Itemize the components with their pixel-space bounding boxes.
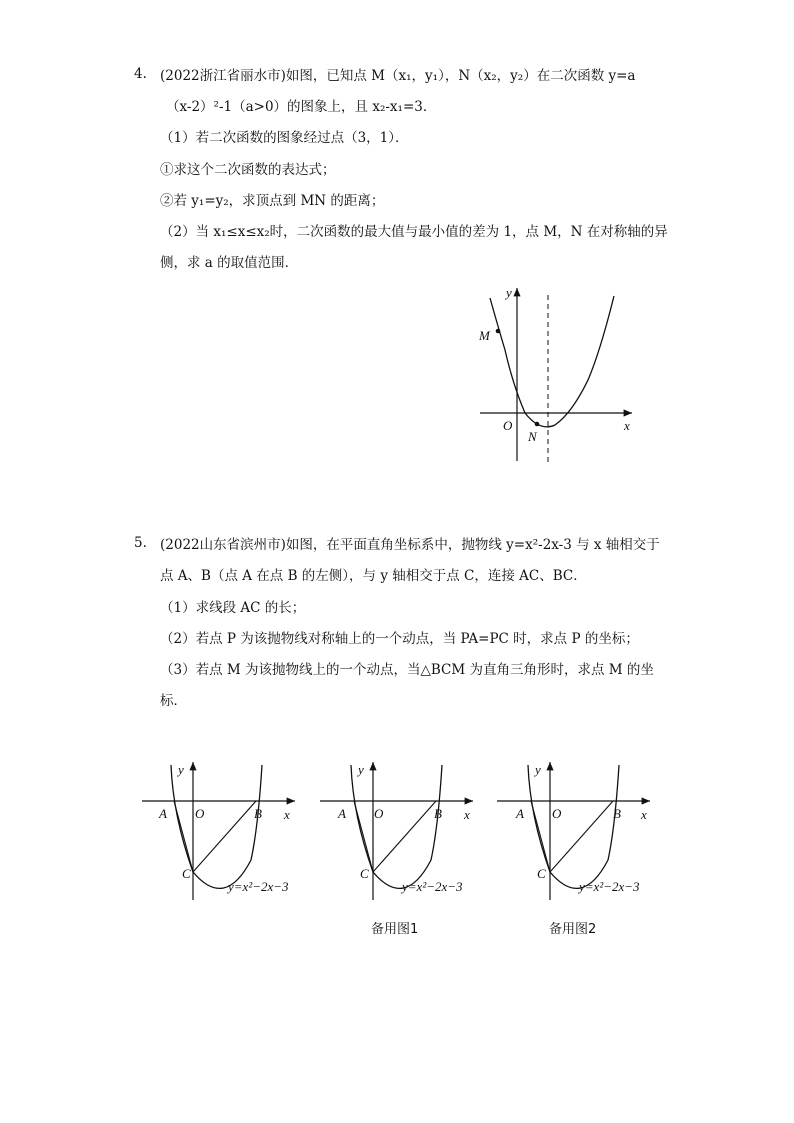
problem5-figure-1	[140, 760, 340, 930]
a-label: A	[338, 806, 346, 821]
problem4-line7: 侧，求 a 的取值范围．	[160, 255, 299, 271]
problem4-line3: （1）若二次函数的图象经过点（3，1）．	[160, 130, 409, 146]
caption-backup-1: 备用图1	[371, 922, 419, 937]
x-label: x	[641, 807, 647, 822]
origin-label: O	[503, 418, 513, 433]
parabola	[490, 296, 614, 427]
b-label: B	[254, 806, 262, 821]
point-n	[535, 422, 540, 427]
problem5-line1: (2022山东省滨州市)如图，在平面直角坐标系中，抛物线 y=x²-2x-3 与 x 轴相交于	[160, 537, 660, 553]
problem5-line5: （3）若点 M 为该抛物线上的一个动点，当△BCM 为直角三角形时，求点 M 的坐	[160, 662, 654, 678]
x-label: x	[624, 418, 630, 433]
b-label: B	[613, 806, 621, 821]
o-label: O	[552, 806, 562, 821]
problem4-line1: (2022浙江省丽水市)如图，已知点 M（x₁，y₁），N（x₂，y₂）在二次函数 y=a	[160, 68, 636, 84]
n-label: N	[528, 429, 537, 444]
problem5-line3: （1）求线段 AC 的长；	[160, 600, 306, 616]
problem4-line6: （2）当 x₁≤x≤x₂时，二次函数的最大值与最小值的差为 1，点 M，N 在对称轴的异	[160, 224, 668, 240]
problem4-line2: （x-2）²-1（a>0）的图象上，且 x₂-x₁=3．	[166, 99, 437, 115]
problem5-line2: 点 A、B（点 A 在点 B 的左侧），与 y 轴相交于点 C，连接 AC、BC．	[160, 568, 587, 584]
problem5-line4: （2）若点 P 为该抛物线对称轴上的一个动点，当 PA=PC 时，求点 P 的坐标；	[160, 631, 639, 647]
m-label: M	[479, 328, 490, 343]
x-label: x	[284, 807, 290, 822]
x-label: x	[464, 807, 470, 822]
equation-label: y=x²−2x−3	[228, 879, 289, 894]
problem4-line5: ②若 y₁=y₂，求顶点到 MN 的距离；	[160, 193, 385, 209]
y-label: y	[358, 762, 364, 777]
a-label: A	[516, 806, 524, 821]
point-m	[496, 329, 501, 334]
c-label: C	[182, 866, 191, 881]
o-label: O	[374, 806, 384, 821]
problem5-figure-2	[318, 760, 518, 930]
o-label: O	[195, 806, 205, 821]
y-label: y	[535, 762, 541, 777]
problem5-number: 5.	[134, 535, 147, 551]
c-label: C	[360, 866, 369, 881]
c-label: C	[537, 866, 546, 881]
b-label: B	[434, 806, 442, 821]
problem4-line4: ①求这个二次函数的表达式；	[160, 162, 336, 178]
problem5-figure-3	[495, 760, 695, 930]
caption-backup-2: 备用图2	[549, 922, 597, 937]
equation-label: y=x²−2x−3	[402, 879, 463, 894]
equation-label: y=x²−2x−3	[579, 879, 640, 894]
problem5-line6: 标．	[160, 693, 187, 709]
problem4-number: 4.	[134, 66, 147, 82]
a-label: A	[159, 806, 167, 821]
y-label: y	[506, 285, 512, 300]
y-label: y	[178, 762, 184, 777]
